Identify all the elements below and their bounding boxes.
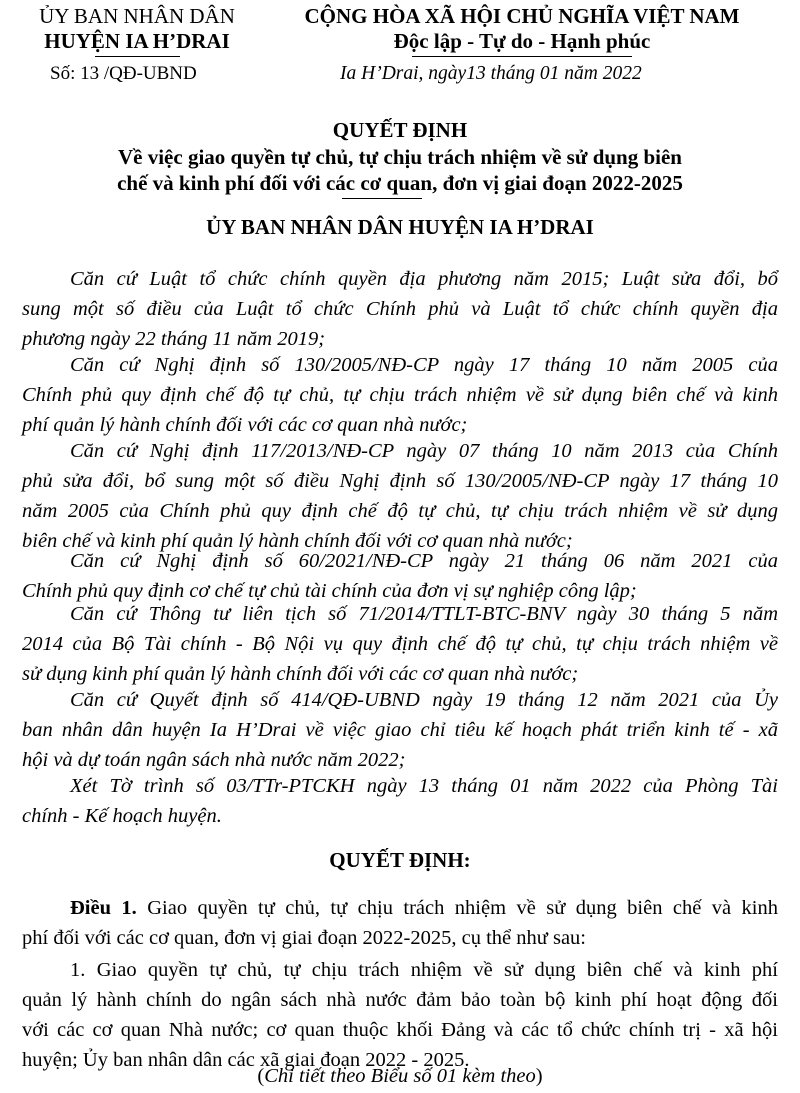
- legal-basis-4: [22, 546, 778, 606]
- note-text: Chi tiết theo Biểu số 01 kèm theo: [264, 1065, 536, 1087]
- basis-6-line-1: Căn cứ Quyết định số 414/QĐ-UBND ngày 19 tháng 12 năm 2021 của Ủy: [70, 689, 778, 711]
- nation-title: CỘNG HÒA XÃ HỘI CHỦ NGHĨA VIỆT NAM: [304, 4, 740, 28]
- basis-1-line-2: sung một số điều của Luật tổ chức Chính phủ và Luật tổ chức chính quyền địa: [22, 298, 778, 320]
- place-and-date: Ia H’Drai, ngày13 tháng 01 năm 2022: [340, 63, 642, 84]
- basis-2-line-3: phí quản lý hành chính đối với các cơ quan nhà nước;: [22, 414, 468, 436]
- legal-basis-1: [22, 264, 778, 354]
- legal-basis-3: [22, 436, 778, 556]
- authority-line-1: ỦY BAN NHÂN DÂN: [39, 4, 235, 28]
- document-type-heading: QUYẾT ĐỊNH: [332, 118, 468, 142]
- basis-2-line-2: Chính phủ quy định chế độ tự chủ, tự chịu trách nhiệm về sử dụng biên chế và kinh: [22, 384, 778, 406]
- subject-line-2: chế và kinh phí đối với các cơ quan, đơn vị giai đoạn 2022-2025: [117, 171, 683, 195]
- basis-6-line-2: ban nhân dân huyện Ia H’Drai về việc giao chỉ tiêu kế hoạch phát triển kinh tế - xã: [22, 719, 778, 741]
- clause-1: [22, 955, 778, 1075]
- basis-2-line-1: Căn cứ Nghị định số 130/2005/NĐ-CP ngày 17 tháng 10 năm 2005 của: [70, 354, 778, 376]
- note-open-paren: (: [257, 1065, 265, 1087]
- issuing-authority: [22, 4, 252, 54]
- basis-5-line-2: 2014 của Bộ Tài chính - Bộ Nội vụ quy định chế độ tự chủ, tự chịu trách nhiệm về: [22, 633, 778, 655]
- basis-5-line-1: Căn cứ Thông tư liên tịch số 71/2014/TTLT-BTC-BNV ngày 30 tháng 5 năm: [70, 603, 778, 625]
- article-1-line-1: Điều 1. Giao quyền tự chủ, tự chịu trách nhiệm về sử dụng biên chế và kinh: [70, 897, 779, 919]
- document-number: Số: 13 /QĐ-UBND: [50, 63, 197, 84]
- national-motto: [262, 4, 782, 54]
- appendix-note: [0, 1065, 800, 1088]
- basis-7-line-1: Xét Tờ trình số 03/TTr-PTCKH ngày 13 tháng 01 năm 2022 của Phòng Tài: [70, 775, 778, 797]
- issuer-heading: ỦY BAN NHÂN DÂN HUYỆN IA H’DRAI: [206, 215, 594, 239]
- clause-1-line-3: với các cơ quan Nhà nước; cơ quan thuộc khối Đảng và các tổ chức chính trị - xã hội: [22, 1019, 778, 1041]
- article-1-label: Điều 1.: [70, 897, 137, 919]
- legal-basis-5: [22, 599, 778, 689]
- nation-motto: Độc lập - Tự do - Hạnh phúc: [393, 29, 651, 53]
- basis-3-line-3: năm 2005 của Chính phủ quy định chế độ tự chủ, tự chịu trách nhiệm về sử dụng: [22, 500, 778, 522]
- authority-line-2: HUYỆN IA H’DRAI: [44, 29, 230, 53]
- legal-basis-7: [22, 771, 778, 831]
- motto-underline: [412, 56, 632, 57]
- authority-underline: [95, 56, 180, 57]
- clause-1-line-4: huyện; Ủy ban nhân dân các xã giai đoạn 2022 - 2025.: [22, 1049, 470, 1071]
- article-1: [22, 893, 778, 953]
- basis-7-line-2: chính - Kế hoạch huyện.: [22, 805, 222, 827]
- basis-4-line-2: Chính phủ quy định cơ chế tự chủ tài chính của đơn vị sự nghiệp công lập;: [22, 580, 637, 602]
- clause-1-line-2: quản lý hành chính do ngân sách nhà nước đảm bảo toàn bộ kinh phí hoạt động đối: [22, 989, 778, 1011]
- clause-1-line-1: 1. Giao quyền tự chủ, tự chịu trách nhiệm về sử dụng biên chế và kinh phí: [70, 959, 778, 981]
- basis-5-line-3: sử dụng kinh phí quản lý hành chính đối với các cơ quan nhà nước;: [22, 663, 579, 685]
- legal-basis-6: [22, 685, 778, 775]
- article-1-line-2: phí đối với các cơ quan, đơn vị giai đoạn 2022-2025, cụ thể như sau:: [22, 927, 586, 949]
- basis-1-line-3: phương ngày 22 tháng 11 năm 2019;: [22, 328, 326, 350]
- basis-3-line-1: Căn cứ Nghị định 117/2013/NĐ-CP ngày 07 tháng 10 năm 2013 của Chính: [70, 440, 778, 462]
- basis-6-line-3: hội và dự toán ngân sách nhà nước năm 2022;: [22, 749, 406, 771]
- subject-line-1: Về việc giao quyền tự chủ, tự chịu trách nhiệm về sử dụng biên: [117, 145, 682, 169]
- decision-heading: QUYẾT ĐỊNH:: [329, 848, 471, 872]
- basis-1-line-1: Căn cứ Luật tổ chức chính quyền địa phương năm 2015; Luật sửa đổi, bổ: [70, 268, 778, 290]
- basis-4-line-1: Căn cứ Nghị định số 60/2021/NĐ-CP ngày 21 tháng 06 năm 2021 của: [70, 550, 778, 572]
- basis-3-line-2: phủ sửa đổi, bổ sung một số điều Nghị định số 130/2005/NĐ-CP ngày 17 tháng 10: [22, 470, 778, 492]
- legal-basis-2: [22, 350, 778, 440]
- note-close-paren: ): [535, 1065, 543, 1087]
- subject-underline: [342, 198, 422, 199]
- basis-3-line-4: biên chế và kinh phí quản lý hành chính đối với cơ quan nhà nước;: [22, 530, 573, 552]
